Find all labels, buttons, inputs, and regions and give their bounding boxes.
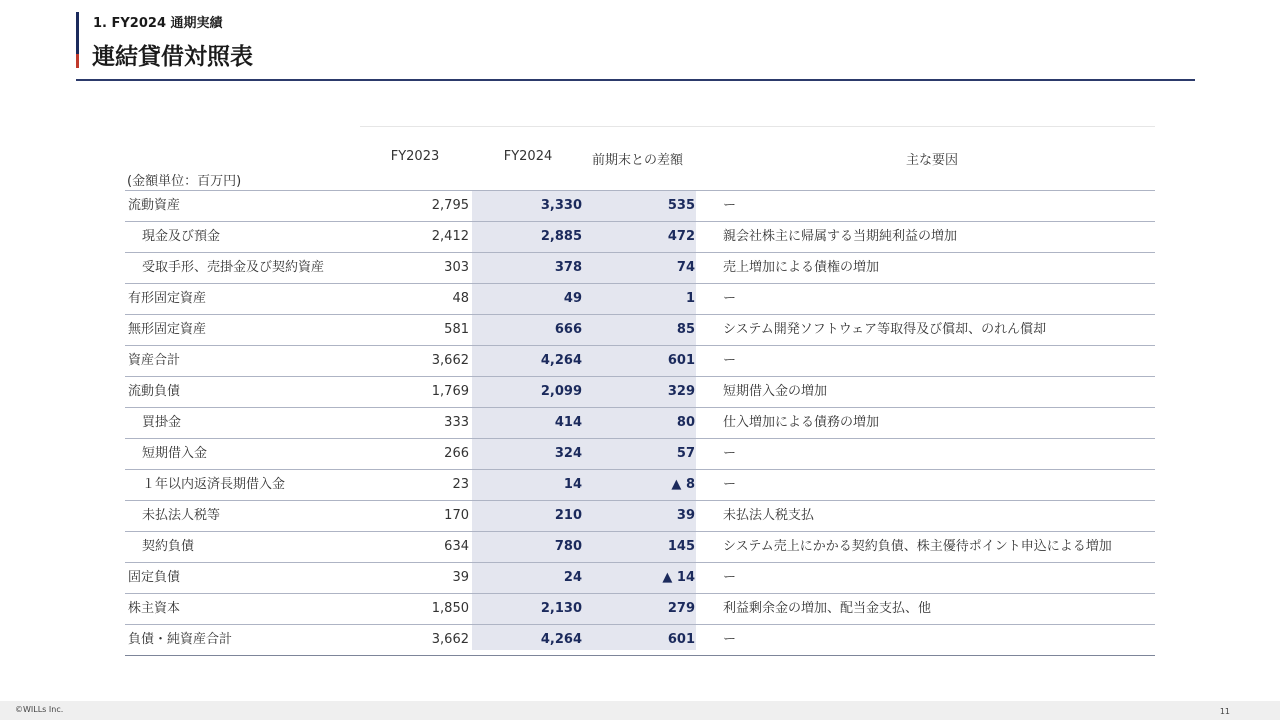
value-fy2023: 3,662	[431, 353, 469, 368]
value-difference: 1	[685, 291, 695, 306]
reason-text: ー	[723, 291, 737, 306]
reason-text: ー	[723, 570, 737, 585]
column-header-difference: 前期末との差額	[592, 153, 684, 168]
value-fy2024: 2,099	[540, 384, 582, 399]
table-row	[125, 501, 1155, 532]
reason-text: 仕入増加による債務の増加	[723, 415, 880, 430]
value-fy2023: 2,795	[431, 198, 469, 213]
value-fy2024: 2,130	[540, 601, 582, 616]
row-label: 買掛金	[142, 415, 182, 430]
value-fy2024: 3,330	[540, 198, 582, 213]
value-fy2024: 324	[554, 446, 582, 461]
value-difference: 279	[667, 601, 695, 616]
page-title: 連結貸借対照表	[92, 44, 253, 70]
table-row	[125, 315, 1155, 346]
reason-text: 短期借入金の増加	[723, 384, 828, 399]
row-label: 短期借入金	[142, 446, 208, 461]
value-fy2023: 333	[444, 415, 469, 430]
footer-bar	[0, 701, 1280, 720]
row-label: 株主資本	[128, 601, 181, 616]
value-fy2023: 266	[444, 446, 469, 461]
row-label: 流動負債	[128, 384, 181, 399]
title-divider	[76, 79, 1195, 81]
value-fy2024: 780	[554, 539, 582, 554]
value-difference: ▲ 8	[671, 477, 695, 492]
row-label: 資産合計	[128, 353, 181, 368]
value-difference: 39	[676, 508, 695, 523]
value-fy2024: 49	[563, 291, 582, 306]
column-header-reason: 主な要因	[905, 153, 958, 168]
section-label: 1. FY2024 通期実績	[93, 16, 223, 31]
table-row	[125, 346, 1155, 377]
copyright-text: ©WILLs Inc.	[15, 705, 64, 714]
balance-sheet-table	[125, 190, 1155, 656]
value-fy2023: 170	[444, 508, 469, 523]
value-fy2023: 23	[452, 477, 469, 492]
value-difference: 472	[667, 229, 695, 244]
value-difference: 145	[667, 539, 695, 554]
value-fy2023: 1,769	[431, 384, 469, 399]
row-label: 有形固定資産	[128, 291, 207, 306]
value-difference: 535	[667, 198, 695, 213]
value-fy2023: 2,412	[431, 229, 469, 244]
reason-text: ー	[723, 477, 737, 492]
column-header-fy2023: FY2023	[390, 149, 440, 164]
reason-text: 利益剰余金の増加、配当金支払、他	[723, 601, 932, 616]
table-row	[125, 253, 1155, 284]
value-fy2024: 210	[554, 508, 582, 523]
value-difference: 601	[667, 353, 695, 368]
value-difference: 57	[676, 446, 695, 461]
reason-text: システム開発ソフトウェア等取得及び償却、のれん償却	[723, 322, 1047, 337]
value-fy2023: 3,662	[431, 632, 469, 647]
value-fy2023: 634	[444, 539, 469, 554]
row-label: 固定負債	[128, 570, 181, 585]
table-row	[125, 532, 1155, 563]
unit-label: (金額単位：百万円)	[127, 174, 242, 189]
table-row	[125, 408, 1155, 439]
value-difference: 329	[667, 384, 695, 399]
column-header-fy2024: FY2024	[503, 149, 553, 164]
value-fy2024: 4,264	[540, 353, 582, 368]
value-fy2024: 414	[554, 415, 582, 430]
row-label: 無形固定資産	[128, 322, 207, 337]
table-row	[125, 284, 1155, 315]
table-row	[125, 594, 1155, 625]
value-fy2023: 1,850	[431, 601, 469, 616]
value-fy2024: 666	[554, 322, 582, 337]
row-label: 受取手形、売掛金及び契約資産	[142, 260, 325, 275]
reason-text: 親会社株主に帰属する当期純利益の増加	[723, 229, 958, 244]
table-row	[125, 563, 1155, 594]
table-row	[125, 222, 1155, 253]
value-fy2023: 39	[452, 570, 469, 585]
value-difference: ▲ 14	[662, 570, 695, 585]
reason-text: ー	[723, 446, 737, 461]
table-row	[125, 191, 1155, 222]
value-fy2023: 581	[444, 322, 469, 337]
reason-text: ー	[723, 353, 737, 368]
table-row	[125, 377, 1155, 408]
value-fy2024: 24	[563, 570, 582, 585]
row-label: １年以内返済長期借入金	[142, 477, 286, 492]
page-number: 11	[1219, 707, 1230, 716]
value-difference: 85	[676, 322, 695, 337]
reason-text: 売上増加による債権の増加	[723, 260, 880, 275]
value-difference: 80	[676, 415, 695, 430]
value-fy2024: 378	[554, 260, 582, 275]
reason-text: ー	[723, 198, 737, 213]
table-top-line	[360, 126, 1155, 127]
title-accent-bar	[76, 12, 79, 68]
reason-text: ー	[723, 632, 737, 647]
value-fy2023: 303	[444, 260, 469, 275]
row-label: 負債・純資産合計	[128, 632, 233, 647]
value-fy2024: 4,264	[540, 632, 582, 647]
reason-text: 未払法人税支払	[723, 508, 815, 523]
value-fy2023: 48	[452, 291, 469, 306]
row-label: 契約負債	[142, 539, 195, 554]
table-row	[125, 625, 1155, 656]
reason-text: システム売上にかかる契約負債、株主優待ポイント申込による増加	[723, 539, 1112, 554]
value-fy2024: 2,885	[540, 229, 582, 244]
table-row	[125, 470, 1155, 501]
table-row	[125, 439, 1155, 470]
value-difference: 601	[667, 632, 695, 647]
row-label: 未払法人税等	[142, 508, 221, 523]
value-difference: 74	[676, 260, 695, 275]
value-fy2024: 14	[563, 477, 582, 492]
row-label: 流動資産	[128, 198, 181, 213]
row-label: 現金及び預金	[142, 229, 221, 244]
